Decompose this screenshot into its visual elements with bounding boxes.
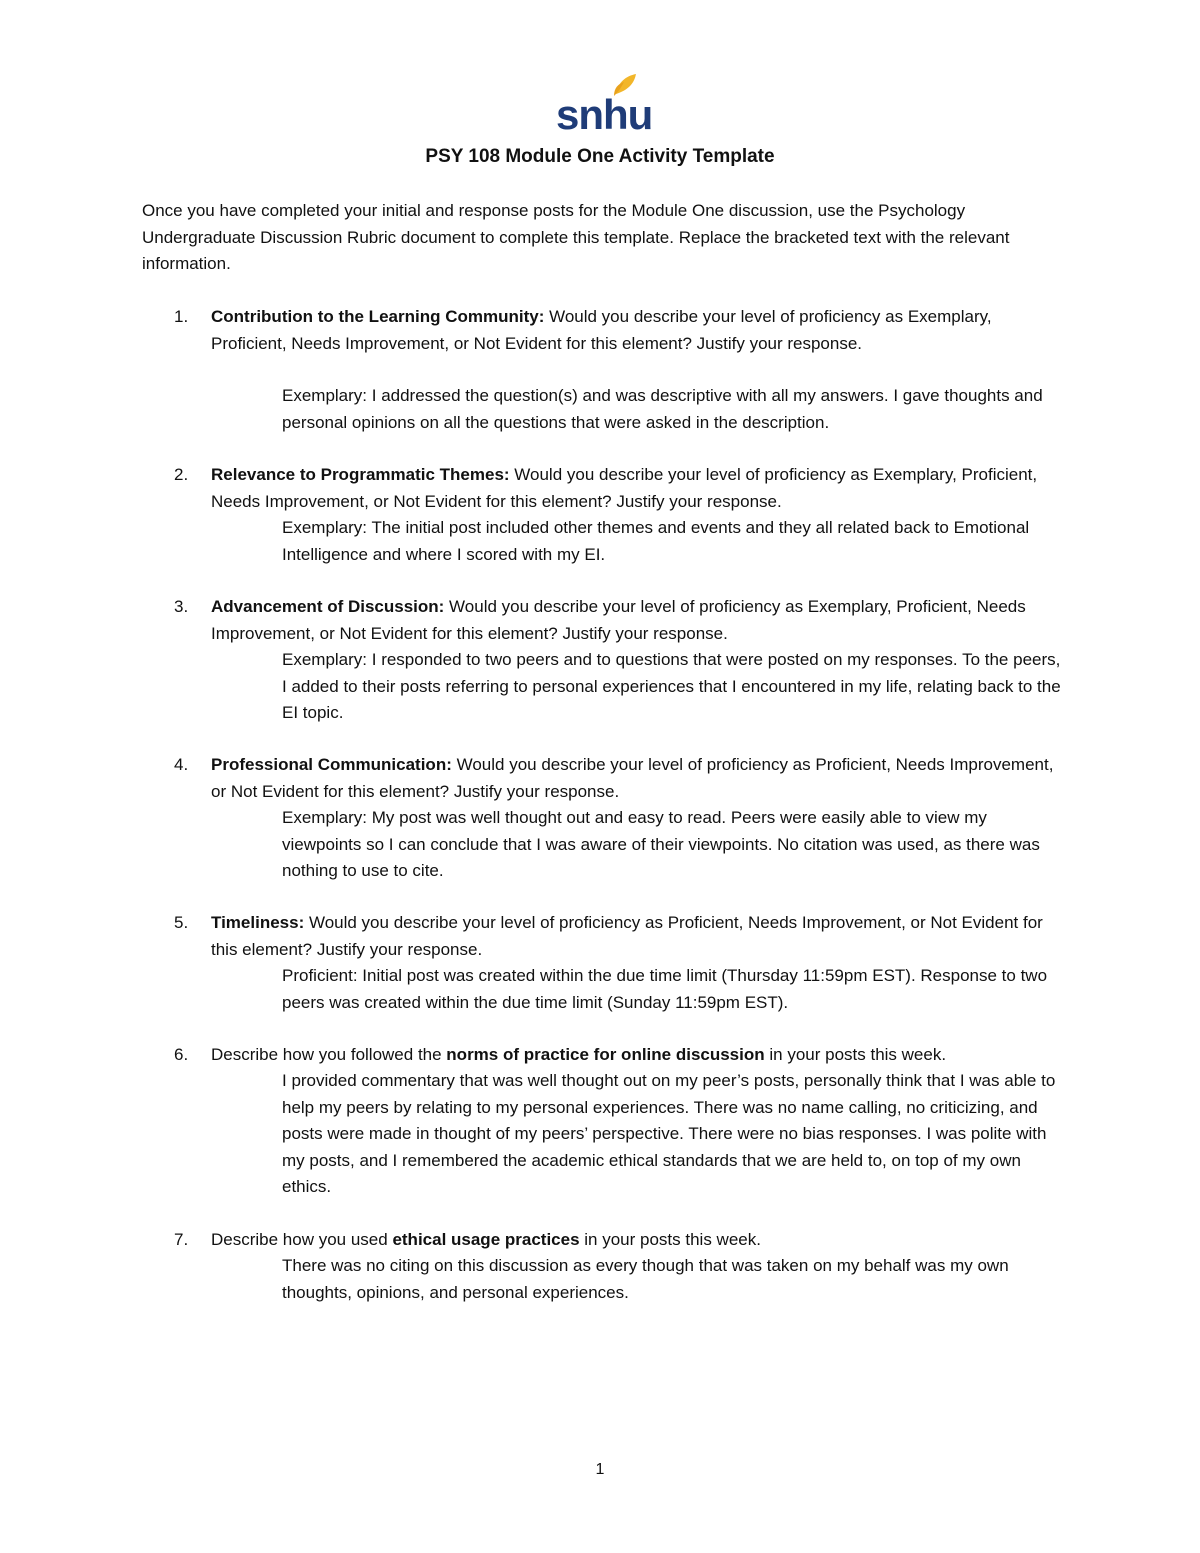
- item-answer: Proficient: Initial post was created within the due time limit (Thursday 11:59pm EST). Response to two peers was created within the due time limit (Sunday 11:59pm EST).: [282, 966, 1048, 1012]
- snhu-logo: [554, 72, 653, 138]
- item-number: 7.: [174, 1230, 189, 1249]
- page-title: PSY 108 Module One Activity Template: [425, 146, 775, 167]
- page-number: 1: [595, 1461, 605, 1478]
- question-heading: norms of practice for online discussion: [446, 1045, 765, 1064]
- item-question: [211, 304, 1071, 357]
- item-question: [211, 910, 1071, 963]
- question-text: Would you describe your level of proficiency as Exemplary, Proficient, Needs Improvement, or Not Evident for this element? Justify your response.: [211, 307, 992, 353]
- svg-text:snhu: snhu: [556, 91, 653, 138]
- question-text: Would you describe your level of proficiency as Exemplary, Proficient, Needs Improvement, or Not Evident for this element? Justify your response.: [211, 597, 1026, 643]
- question-text: Would you describe your level of proficiency as Proficient, Needs Improvement, or Not Evident for this element? Justify your response.: [211, 913, 1043, 959]
- item-answer: Exemplary: The initial post included other themes and events and they all related back to Emotional Intelligence and where I scored with my EI.: [282, 518, 1030, 564]
- item-number: 2.: [174, 465, 189, 484]
- item-answer: There was no citing on this discussion as every though that was taken on my behalf was my own thoughts, opinions, and personal experiences.: [282, 1256, 1009, 1302]
- question-prefix: Describe how you followed the: [211, 1045, 447, 1064]
- intro-paragraph: Once you have completed your initial and response posts for the Module One discussion, use the Psychology Undergraduate Discussion Rubric document to complete this template. Replace the bracketed text with the relevant information.: [142, 201, 1010, 273]
- question-text: Would you describe your level of proficiency as Proficient, Needs Improvement, or Not Evident for this element? Justify your response.: [211, 755, 1054, 801]
- item-number: 1.: [174, 307, 189, 326]
- question-text: Would you describe your level of proficiency as Exemplary, Proficient, Needs Improvement, or Not Evident for this element? Justify your response.: [211, 465, 1038, 511]
- item-question: [211, 594, 1071, 647]
- item-number: 5.: [174, 913, 189, 932]
- item-question: [211, 752, 1071, 805]
- item-question: [211, 1227, 1071, 1254]
- question-heading: Contribution to the Learning Community:: [211, 307, 545, 326]
- leaf-icon: [554, 72, 653, 138]
- item-question: [211, 1042, 1071, 1069]
- question-prefix: Describe how you used: [211, 1230, 393, 1249]
- item-question: [211, 462, 1071, 515]
- question-text: in your posts this week.: [579, 1230, 761, 1249]
- item-answer: Exemplary: I addressed the question(s) and was descriptive with all my answers. I gave thoughts and personal opinions on all the questions that were asked in the description.: [282, 386, 1043, 432]
- question-heading: Relevance to Programmatic Themes:: [211, 465, 510, 484]
- item-answer: Exemplary: My post was well thought out and easy to read. Peers were easily able to view my viewpoints so I can conclude that I was aware of their viewpoints. No citation was used, as there was nothing to use to cite.: [282, 808, 1040, 880]
- question-heading: Professional Communication:: [211, 755, 452, 774]
- question-text: in your posts this week.: [764, 1045, 947, 1064]
- item-answer: Exemplary: I responded to two peers and to questions that were posted on my responses. To the peers, I added to their posts referring to personal experiences that I encountered in my life, relating back to the EI topic.: [282, 650, 1061, 722]
- item-number: 3.: [174, 597, 189, 616]
- question-heading: ethical usage practices: [392, 1230, 580, 1249]
- item-number: 4.: [174, 755, 189, 774]
- item-answer: I provided commentary that was well thought out on my peer’s posts, personally think that I was able to help my peers by relating to my personal experiences. There was no name calling, no criticizing, and posts were made in thought of my peers’ perspective. There were no bias responses. I was polite with my posts, and I remembered the academic ethical standards that we are held to, on top of my own ethics.: [282, 1071, 1056, 1196]
- question-heading: Timeliness:: [211, 913, 305, 932]
- item-number: 6.: [174, 1045, 189, 1064]
- question-heading: Advancement of Discussion:: [211, 597, 445, 616]
